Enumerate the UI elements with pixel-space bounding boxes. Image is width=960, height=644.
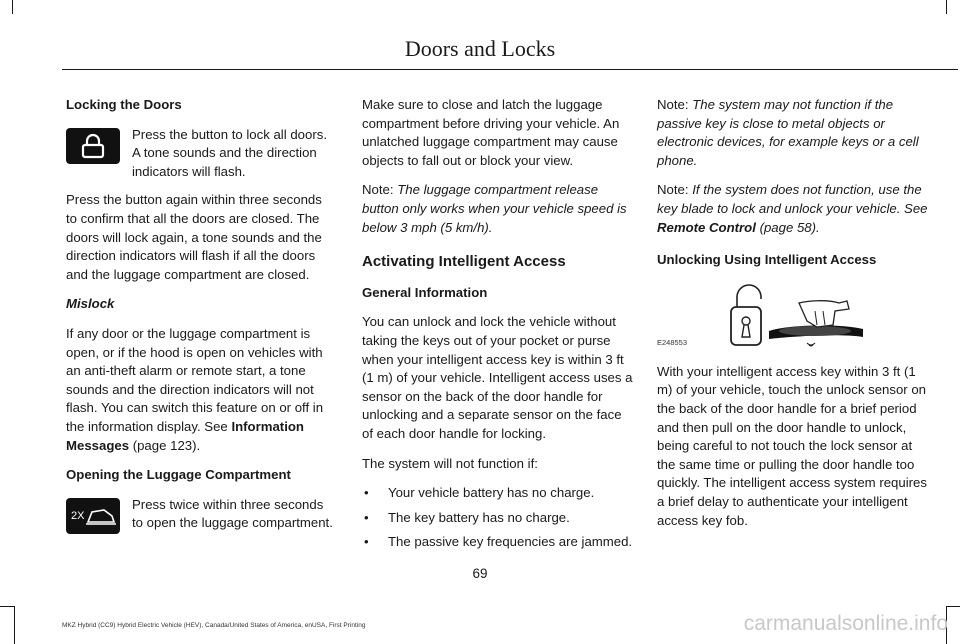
press-again-text: Press the button again within three seconds to confirm that all the doors are closed. The doors will lock again, a tone sounds and the direction indicators will flash if all the doors and the luggage compartment are closed. bbox=[66, 192, 322, 282]
luggage-heading: Opening the Luggage Compartment bbox=[66, 467, 291, 483]
make-sure-text: Make sure to close and latch the luggage compartment before driving your vehicle. An unlatched luggage compartment may cause objects to fall out or block your view. bbox=[362, 97, 620, 168]
intelligent-access-figure bbox=[657, 281, 929, 353]
doc-info: MKZ Hybrid (CC9) Hybrid Electric Vehicle (HEV), Canada/United States of America, enUSA, First Printing bbox=[62, 622, 366, 629]
page-title: Doors and Locks bbox=[404, 36, 556, 61]
watermark: carmanualsonline.info bbox=[743, 612, 948, 635]
note2-page-ref: (page 58). bbox=[755, 219, 820, 235]
note1-label: Note: bbox=[657, 97, 689, 112]
activating-heading: Activating Intelligent Access bbox=[362, 253, 566, 271]
note1-text: The system may not function if the passive key is close to metal objects or electronic devices, for example keys or a cell phone. bbox=[657, 97, 919, 168]
general-heading: General Information bbox=[362, 284, 488, 300]
unlock-text: With your intelligent access key within 3 ft (1 m) of your vehicle, touch the unlock sensor on the back of the door handle for a brief period and then pull on the door handle to unlock, being careful to not touch the lock sensor at the same time or pulling the door handle too quickly. The intelligent access system requires a brief delay to authenticate your intelligent access key fob. bbox=[657, 363, 927, 528]
trunk-2x-icon bbox=[66, 498, 120, 534]
not-function-text: The system will not function if: bbox=[362, 455, 538, 471]
column-1 bbox=[66, 96, 336, 544]
lock-icon bbox=[66, 128, 120, 164]
mislock-page-ref: (page 123). bbox=[129, 437, 201, 453]
lock-text: Press the button to lock all doors. A tone sounds and the direction indicators will flash. bbox=[132, 126, 327, 179]
note2-label: Note: bbox=[657, 182, 689, 198]
list-item: • The key battery has no charge. bbox=[362, 509, 634, 528]
mislock-heading: Mislock bbox=[66, 296, 115, 312]
note-text: The luggage compartment release button only works when your vehicle speed is below 3 mph (5 km/h). bbox=[362, 182, 627, 235]
remote-control-link[interactable]: Remote Control bbox=[657, 219, 756, 235]
luggage-text: Press twice within three seconds to open the luggage compartment. bbox=[132, 496, 333, 531]
luggage-instruction bbox=[66, 496, 336, 534]
general-text: You can unlock and lock the vehicle without taking the keys out of your pocket or purse when your intelligent access key is within 3 ft (1 m) of your vehicle. Intelligent access uses a sensor on the back of the door handle for unlocking and a separate sensor on the face of each door handle for locking. bbox=[362, 314, 633, 441]
locking-heading: Locking the Doors bbox=[66, 97, 182, 112]
crop-mark-bottom-right bbox=[946, 606, 960, 644]
column-3 bbox=[657, 96, 929, 541]
mislock-text-body: If any door or the luggage compartment is open, or if the hood is open on vehicles with an anti-theft alarm or remote start, a tone sounds and the direction indicators will not flash. You can switch this feature on or off in the information display. See bbox=[66, 325, 324, 434]
crop-mark-top-right bbox=[946, 0, 947, 14]
trunk-icon-label: 2X bbox=[71, 509, 85, 522]
page-number: 69 bbox=[472, 566, 488, 581]
header-rule bbox=[62, 69, 958, 70]
column-2 bbox=[362, 96, 634, 562]
information-messages-link[interactable]: Information Messages bbox=[66, 418, 304, 453]
crop-mark-bottom-left bbox=[0, 606, 15, 644]
failure-list bbox=[362, 484, 634, 552]
unlocking-heading: Unlocking Using Intelligent Access bbox=[657, 252, 877, 268]
lock-instruction bbox=[66, 126, 336, 182]
note-metal bbox=[657, 96, 929, 170]
luggage-note bbox=[362, 181, 634, 237]
door-handle-illustration bbox=[657, 281, 929, 353]
note-label: Note: bbox=[362, 182, 394, 198]
note2-text: If the system does not function, use the key blade to lock and unlock your vehicle. See bbox=[657, 182, 928, 216]
list-item: • Your vehicle battery has no charge. bbox=[362, 484, 634, 503]
list-item: • The passive key frequencies are jammed. bbox=[362, 533, 634, 552]
note-key-blade bbox=[657, 181, 929, 237]
figure-code: E248553 bbox=[657, 338, 688, 348]
crop-mark-top-left bbox=[12, 0, 13, 14]
mislock-text bbox=[66, 325, 336, 455]
